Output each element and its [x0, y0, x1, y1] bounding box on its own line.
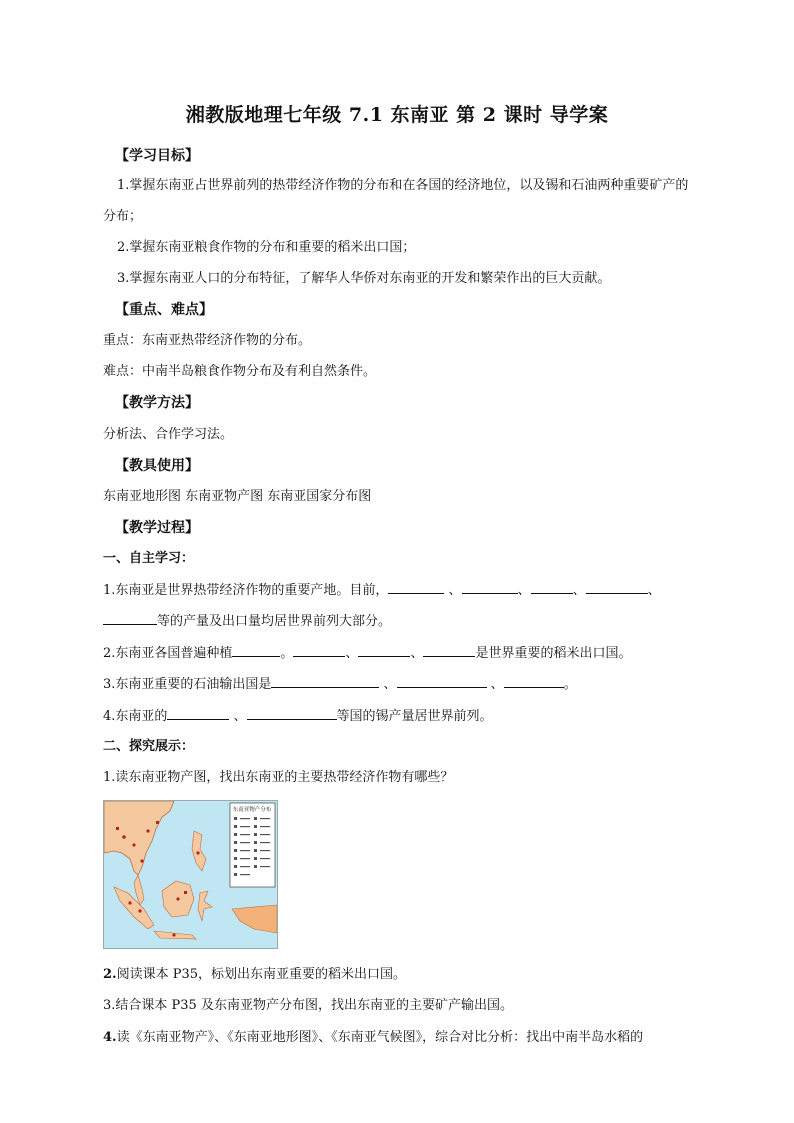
question-1-line-1 [103, 580, 661, 601]
tools-text: 东南亚地形图 东南亚物产图 东南亚国家分布图 [103, 489, 372, 504]
q4-blank-1[interactable] [167, 706, 229, 720]
explore-4-text: 读《东南亚物产》、《东南亚地形图》、《东南亚气候图》，综合对比分析：找出中南半岛水稻的 [116, 1030, 644, 1045]
q3-text-end: 。 [563, 677, 577, 692]
q1-sep-3: 、 [572, 583, 586, 598]
explore-1: 1.读东南亚物产图，找出东南亚的主要热带经济作物有哪些？ [103, 770, 454, 785]
q4-text-end: 等国的锡产量居世界前列。 [336, 709, 493, 724]
q2-text-start: 2.东南亚各国普遍种植 [103, 646, 233, 661]
q3-sep-1: 、 [379, 677, 397, 692]
question-2 [103, 643, 631, 664]
explore-2-text: 阅读课本 P35，标划出东南亚重要的稻米出口国。 [116, 967, 406, 982]
q4-blank-2[interactable] [247, 706, 337, 720]
q1-text-end: 等的产量及出口量均居世界前列大部分。 [157, 614, 392, 629]
explore-3: 3.结合课本 P35 及东南亚物产分布图，找出东南亚的主要矿产输出国。 [103, 998, 513, 1013]
explore-4-number: 4. [103, 1030, 117, 1045]
part-2-heading: 二、探究展示： [103, 739, 195, 754]
q2-text-end: 是世界重要的稻米出口国。 [475, 646, 632, 661]
q1-sep-4: 、 [647, 583, 661, 598]
q1-blank-3[interactable] [531, 580, 573, 594]
q2-blank-1[interactable] [232, 643, 280, 657]
goal-1-line-1: 1.掌握东南亚占世界前列的热带经济作物的分布和在各国的经济地位，以及锡和石油两种重要矿产的 [117, 178, 689, 193]
heading-tools: 【教具使用】 [115, 458, 199, 474]
goal-3: 3.掌握东南亚人口的分布特征，了解华人华侨对东南亚的开发和繁荣作出的巨大贡献。 [117, 271, 611, 286]
explore-2 [103, 965, 406, 985]
q1-blank-2[interactable] [462, 580, 518, 594]
q3-sep-2: 、 [486, 677, 504, 692]
q2-sep-2: 、 [410, 646, 424, 661]
q1-sep-1: 、 [444, 583, 462, 598]
page-title: 湘教版地理七年级 7.1 东南亚 第 2 课时 导学案 [185, 104, 609, 126]
map-title: 东南亚物产分布 [232, 807, 272, 813]
question-1-line-2 [103, 611, 391, 632]
q2-text-mid: 。 [280, 646, 294, 661]
heading-method: 【教学方法】 [115, 395, 199, 411]
q4-text-start: 4.东南亚的 [103, 709, 168, 724]
q1-text-start: 1.东南亚是世界热带经济作物的重要产地。目前， [103, 583, 389, 598]
q2-blank-3[interactable] [358, 643, 410, 657]
map-graphic [104, 801, 277, 948]
goal-2: 2.掌握东南亚粮食作物的分布和重要的稻米出口国； [117, 240, 416, 255]
q1-blank-1[interactable] [388, 580, 444, 594]
southeast-asia-products-map [103, 800, 278, 949]
difficulty: 难点：中南半岛粮食作物分布及有利自然条件。 [103, 364, 377, 379]
q3-text-start: 3.东南亚重要的石油输出国是 [103, 677, 272, 692]
question-3 [103, 674, 577, 695]
q4-sep: 、 [229, 709, 247, 724]
heading-goals: 【学习目标】 [115, 148, 199, 164]
q2-blank-4[interactable] [423, 643, 475, 657]
heading-process: 【教学过程】 [115, 520, 199, 536]
key-point: 重点：东南亚热带经济作物的分布。 [103, 333, 312, 348]
heading-key-points: 【重点、难点】 [115, 302, 213, 318]
q1-sep-2: 、 [517, 583, 531, 598]
q2-sep-1: 、 [345, 646, 359, 661]
q2-blank-2[interactable] [293, 643, 345, 657]
explore-4 [103, 1028, 643, 1048]
question-4 [103, 706, 493, 727]
q3-blank-2[interactable] [397, 674, 487, 688]
part-1-heading: 一、自主学习： [103, 551, 195, 566]
goal-1-line-2: 分布； [103, 209, 143, 224]
method-text: 分析法、合作学习法。 [103, 427, 234, 442]
q3-blank-1[interactable] [271, 674, 379, 688]
q3-blank-3[interactable] [504, 674, 564, 688]
q1-blank-5[interactable] [103, 611, 157, 625]
q1-blank-4[interactable] [586, 580, 648, 594]
explore-2-number: 2. [103, 967, 117, 982]
